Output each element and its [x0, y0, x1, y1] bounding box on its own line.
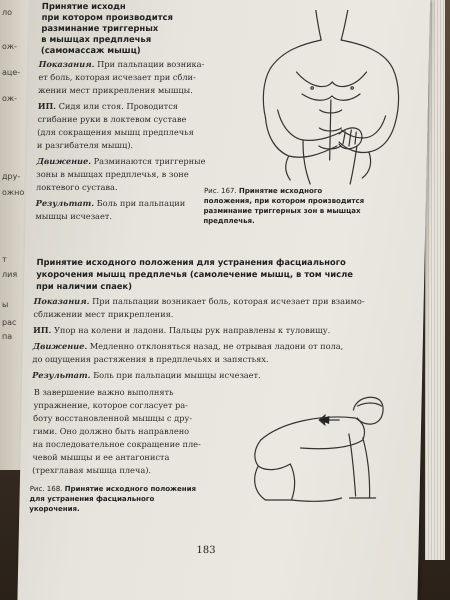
movement-label: Движение.: [32, 341, 88, 351]
ip-line: и разгибателя мышц).: [36, 140, 134, 150]
movement-line: локтевого сустава.: [35, 182, 118, 192]
section-title-line: при наличии спаек): [35, 281, 133, 291]
caption-prefix: Рис. 168.: [29, 485, 63, 493]
caption-line: [30, 484, 196, 494]
caption-prefix: Рис. 167.: [203, 187, 237, 195]
ip-label: ИП.: [32, 325, 52, 335]
page-number: 183: [196, 545, 216, 556]
result-text: Боль при пальпации: [96, 198, 186, 208]
indication-line: [39, 58, 205, 71]
caption-line: разминание триггерных зон в мышцах: [203, 207, 361, 215]
left-fragment: т: [2, 255, 7, 264]
left-fragment: ожно: [2, 188, 25, 197]
movement-text: Медленно отклоняться назад, не отрывая ладони от пола,: [89, 341, 344, 351]
left-fragment: рас: [2, 318, 17, 327]
left-fragment: ы: [2, 300, 9, 309]
figure-167-caption: [203, 186, 364, 226]
note-line: на последовательное сокращение пле-: [32, 439, 201, 449]
section-title-line: при котором производится: [41, 12, 174, 22]
left-fragment: дру-: [2, 172, 21, 181]
indication-text: При пальпации возникает боль, которая исчезает при взаимо-: [92, 296, 365, 306]
result-line: [32, 369, 261, 382]
result-line: [36, 197, 186, 210]
section-title-line: Принятие исходн: [41, 1, 126, 11]
figure-167-illustration: [240, 10, 424, 185]
caption-line: для устранения фасциального: [29, 495, 155, 503]
section-title-line: в мышцах предплечья: [41, 34, 152, 44]
indication-label: Показания.: [33, 296, 90, 306]
figure-168-illustration: [229, 388, 422, 508]
ip-text: Сидя или стоя. Проводится: [58, 101, 179, 111]
section-title-line: (самомассаж мышц): [40, 45, 141, 55]
book-page: [17, 0, 430, 600]
movement-text: Разминаются триггерные: [93, 156, 206, 166]
figure-168-caption: [29, 484, 196, 514]
movement-line: зоны в мышцах предплечья, в зоне: [36, 169, 189, 179]
caption-line: положения, при котором производится: [203, 197, 365, 205]
indication-text: При пальпации возника-: [97, 59, 205, 69]
movement-line: до ощущения растяжения в предплечьях и запястьях.: [32, 354, 269, 364]
ip-line: сгибание руки в локтевом суставе: [37, 114, 187, 124]
left-fragment: па: [2, 332, 13, 341]
caption-text: Принятие исходного положения: [64, 485, 197, 493]
note-line: (трехглавая мышца плеча).: [32, 465, 152, 475]
note-line: В завершение важно выполнять: [33, 387, 174, 397]
left-fragment: ож-: [2, 94, 17, 103]
section-title-line: укорочения мышц предплечья (самолечение мышц, в том числе: [36, 269, 354, 279]
indication-label: Показания.: [38, 59, 95, 69]
note-line: чевой мышцы и ее антагониста: [32, 452, 170, 462]
caption-line: предплечья.: [203, 217, 255, 225]
section-title-line: Принятие исходного положения для устранения фасциального: [36, 257, 346, 267]
indication-line: ет боль, которая исчезает при сбли-: [38, 72, 196, 82]
left-fragment: лия: [2, 270, 18, 279]
movement-line: [36, 155, 205, 168]
section-title-line: разминание триггерных: [41, 23, 159, 33]
ip-line: (для сокращения мышц предплечья: [37, 127, 194, 137]
left-fragment: ож-: [2, 42, 17, 51]
note-line: гими. Оно должно быть направлено: [32, 426, 190, 436]
indication-line: сближении мест прикрепления.: [33, 309, 174, 319]
indication-line: [34, 295, 365, 308]
result-line: мышцы исчезает.: [35, 211, 113, 221]
ip-line: [38, 100, 179, 113]
note-line: упражнение, которое согласует ра-: [33, 400, 189, 410]
ip-text: Упор на колени и ладони. Пальцы рук направлены к туловищу.: [53, 325, 331, 335]
caption-text: Принятие исходного: [238, 187, 323, 195]
caption-line: [204, 186, 365, 196]
result-text: Боль при пальпации мышцы исчезает.: [93, 370, 261, 380]
indication-line: жении мест прикрепления мышцы.: [38, 85, 193, 95]
left-fragment: ло: [2, 8, 13, 17]
note-line: боту восстановленной мышцы с дру-: [33, 413, 193, 423]
ip-label: ИП.: [37, 101, 57, 111]
movement-line: [33, 340, 344, 353]
result-label: Результат.: [32, 370, 91, 380]
result-label: Результат.: [35, 198, 95, 208]
ip-line: [33, 324, 330, 337]
left-fragment: аце-: [2, 68, 21, 77]
caption-line: укорочения.: [29, 505, 80, 513]
movement-label: Движение.: [36, 156, 92, 166]
